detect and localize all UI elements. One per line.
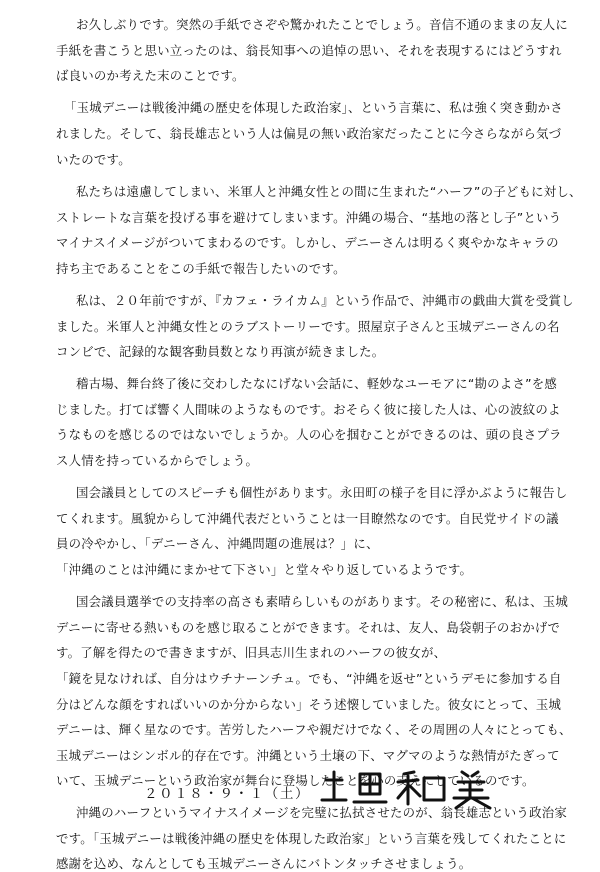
letter-line: 玉城デニーはシンボル的存在です。沖縄という土壌の下、マグマのような熱情がたぎって	[56, 748, 560, 763]
handwritten-signature	[318, 766, 508, 810]
letter-line: マイナスイメージがついてまわるのです。しかし、デニーさんは明るく爽やかなキャラの	[56, 235, 559, 250]
letter-line: じました。打てば響く人間味のようなものです。おそらく彼に接した人は、心の波紋のよ	[56, 402, 561, 417]
letter-line: 私たちは遠慮してしまい、米軍人と沖縄女性との間に生まれた“ハーフ”の子どもに対し、	[76, 184, 582, 199]
letter-line: 分はどんな顔をすればいいのか分からない」そう述懐していました。彼女にとって、玉城	[56, 697, 562, 712]
letter-line: お久しぶりです。突然の手紙でさぞや驚かれたことでしょう。音信不通のままの友人に	[76, 17, 568, 32]
letter-line: 持ち主であることをこの手紙で報告したいのです。	[56, 261, 346, 276]
letter-line: コンビで、記録的な観客動員数となり再演が続きました。	[56, 344, 385, 359]
letter-line: す。了解を得たので書きますが、旧具志川生まれのハーフの彼女が、	[56, 645, 447, 660]
letter-line: いて、玉城デニーという政治家が舞台に登場したことを心の支えにしているのです。	[56, 773, 535, 788]
letter-line: 員の冷やかし、「デニーさん、沖縄問題の進展は？」に、	[56, 536, 379, 551]
letter-line: 「玉城デニーは戦後沖縄の歴史を体現した政治家」、という言葉に、私は強く突き動かさ	[64, 100, 563, 115]
letter-line: いたのです。	[56, 152, 131, 167]
letter-line: 国会議員としてのスピーチも個性があります。永田町の様子を目に浮かぶように報告し	[76, 485, 568, 500]
letter-line: です。「玉城デニーは戦後沖縄の歴史を体現した政治家」という言葉を残してくれたことに	[56, 831, 567, 846]
letter-line: 感謝を込め、なんとしても玉城デニーさんにバトンタッチさせましょう。	[56, 856, 472, 871]
letter-line: ました。米軍人と沖縄女性とのラブストーリーです。照屋京子さんと玉城デニーさんの名	[56, 319, 560, 334]
letter-line: 稽古場、舞台終了後に交わしたなにげない会話に、軽妙なユーモアに“勘のよさ”を感	[76, 376, 558, 391]
letter-line: 沖縄のハーフというマイナスイメージを完璧に払拭させたのが、翁長雄志という政治家	[76, 805, 567, 820]
letter-line: ス人情を持っているからでしょう。	[56, 453, 259, 468]
letter-line: 国会議員選挙での支持率の高さも素晴らしいものがあります。その秘密に、私は、玉城	[76, 594, 568, 609]
letter-line: ば良いのか考えた末のことです。	[56, 68, 245, 83]
letter-line: デニーに寄せる熱いものを感じ取ることができます。それは、友人、島袋朝子のおかげで	[56, 620, 561, 635]
letter-line: 「鏡を見なければ、自分はウチナーンチュ。でも、“沖縄を返せ”というデモに参加する自	[56, 671, 562, 686]
letter-line: うなものを感じるのではないでしょうか。人の心を掴むことができるのは、頭の良さプラ	[56, 427, 562, 442]
letter-date: ２０１８・９・１（土）	[144, 786, 311, 802]
letter-line: デニーは、輝く星なのです。苦労したハーフや親だけでなく、その周囲の人々にとっても、	[56, 722, 572, 737]
letter-line: 私は、２０年前ですが、『カフェ・ライカム』という作品で、沖縄市の戯曲大賞を受賞し	[76, 293, 574, 308]
letter-line: 「沖縄のことは沖縄にまかせて下さい」と堂々やり返しているようです。	[56, 562, 473, 577]
letter-line: 手紙を書こうと思い立ったのは、翁長知事への追悼の思い、それを表現するにはどうすれ	[56, 43, 562, 58]
letter-line: てくれます。風貌からして沖縄代表だということは一目瞭然なのです。自民党サイドの議	[56, 511, 559, 526]
letter-line: れました。そして、翁長雄志という人は偏見の無い政治家だったことに今さらながら気づ	[56, 126, 562, 141]
letter-line: ストレートな言葉を投げる事を避けてしまいます。沖縄の場合、“基地の落とし子”という	[56, 210, 562, 225]
